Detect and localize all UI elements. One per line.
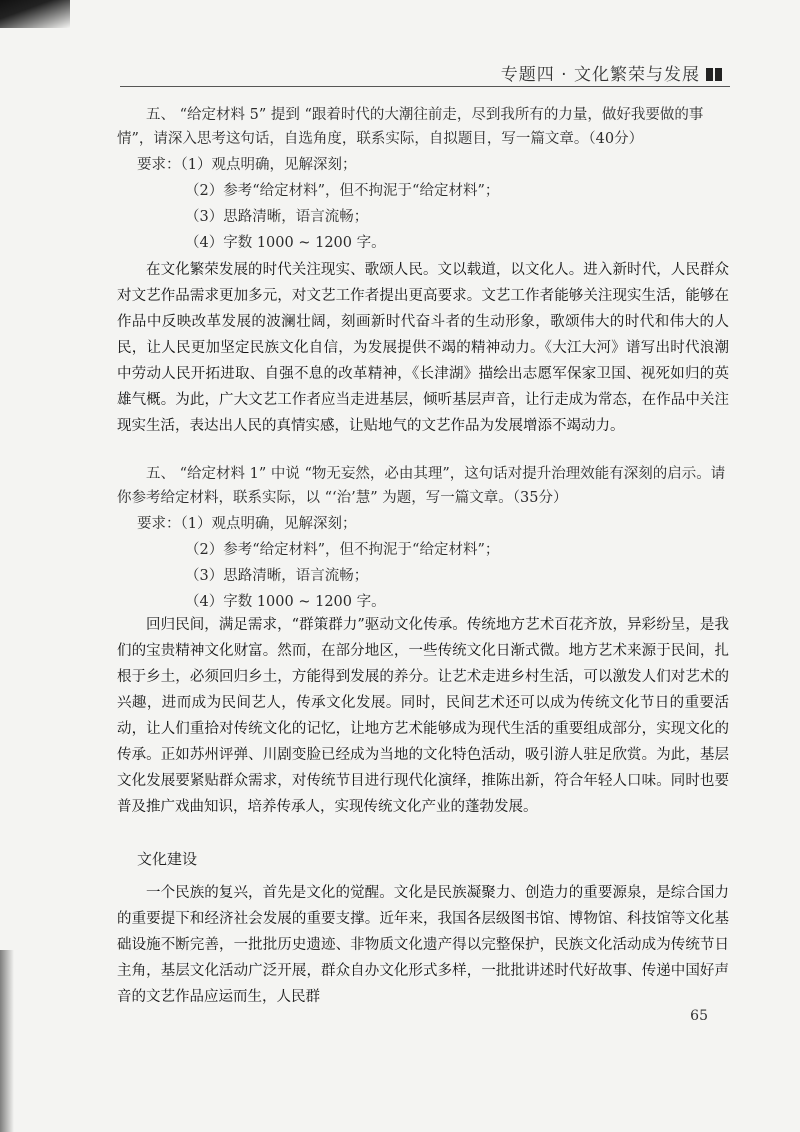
header-rule — [120, 86, 730, 87]
answer-text: 回归民间，满足需求，“群策群力”驱动文化传承。传统地方艺术百花齐放，异彩纷呈，是我们的宝贵精神文化财富。然而，在部分地区，一些传统文化日渐式微。地方艺术来源于民间，扎根于乡土，必须回归乡土，方能得到发展的养分。让艺术走进乡村生活，可以激发人们对艺术的兴趣，进而成为民间艺人，传承文化发展。同时，民间艺术还可以成为传统文化节日的重要活动，让人们重拾对传统文化的记忆，让地方艺术能够成为现代生活的重要组成部分，实现文化的传承。正如苏州评弹、川剧变脸已经成为当地的文化特色活动，吸引游人驻足欣赏。为此，基层文化发展要紧贴群众需求，对传统节目进行现代化演绎，推陈出新，符合年轻人口味。同时也要普及推广戏曲知识，培养传承人，实现传统文化产业的蓬勃发展。 — [117, 617, 729, 815]
page-number: 65 — [690, 1008, 708, 1024]
question-text: 五、 “给定材料 1” 中说 “物无妄然，必由其理”，这句话对提升治理效能有深刻的启示。请你参考给定材料，联系实际，以 “‘治’慧” 为题，写一篇文章。（35分） — [117, 466, 726, 506]
requirement-item: （4）字数 1000 ~ 1200 字。 — [185, 235, 386, 251]
requirements-label: 要求： — [137, 157, 181, 173]
scan-edge-shadow — [0, 950, 14, 1132]
requirement-text: （1）观点明确，见解深刻； — [180, 516, 357, 532]
body-paragraph — [117, 880, 729, 1010]
requirement-item: （2）参考“给定材料”，但不拘泥于“给定材料”； — [185, 183, 500, 199]
requirement-item: （3）思路清晰，语言流畅； — [185, 209, 369, 225]
requirement-item: （2）参考“给定材料”，但不拘泥于“给定材料”； — [185, 542, 500, 558]
body-text: 一个民族的复兴，首先是文化的觉醒。文化是民族凝聚力、创造力的重要源泉，是综合国力的重要提下和经济社会发展的重要支撑。近年来，我国各层级图书馆、博物馆、科技馆等文化基础设施不断完善，一批批历史遗迹、非物质文化遗产得以完整保护，民族文化活动成为传统节日主角，基层文化活动广泛开展，群众自办文化形式多样，一批批讲述时代好故事、传递中国好声音的文艺作品应运而生，人民群 — [117, 885, 729, 1005]
question-block-1 — [117, 103, 729, 151]
running-head — [501, 60, 722, 85]
requirements-1 — [117, 152, 729, 256]
question-text: 五、 “给定材料 5” 提到 “跟着时代的大潮往前走，尽到我所有的力量，做好我要做的事情”，请深入思考这句话，自选角度，联系实际，自拟题目，写一篇文章。（40分） — [117, 107, 704, 147]
answer-paragraph-1 — [117, 257, 729, 439]
requirement-item: （4）字数 1000 ~ 1200 字。 — [185, 594, 386, 610]
requirements-2 — [117, 511, 729, 615]
requirement-item — [117, 511, 729, 537]
section-title: 文化建设 — [137, 850, 198, 868]
scan-corner-shadow — [0, 0, 70, 28]
section-heading-block — [117, 848, 729, 869]
answer-paragraph-2 — [117, 612, 729, 820]
requirement-text: （1）观点明确，见解深刻； — [180, 157, 357, 173]
requirements-label: 要求： — [137, 516, 181, 532]
book-icon — [706, 68, 722, 81]
requirement-item: （3）思路清晰，语言流畅； — [185, 568, 369, 584]
answer-text: 在文化繁荣发展的时代关注现实、歌颂人民。文以载道，以文化人。进入新时代，人民群众对文艺作品需求更加多元，对文艺工作者提出更高要求。文艺工作者能够关注现实生活，能够在作品中反映改革发展的波澜壮阔，刻画新时代奋斗者的生动形象，歌颂伟大的时代和伟大的人民，让人民更加坚定民族文化自信，为发展提供不竭的精神动力。《大江大河》谱写出时代浪潮中劳动人民开拓进取、自强不息的改革精神，《长津湖》描绘出志愿军保家卫国、视死如归的英雄气概。为此，广大文艺工作者应当走进基层，倾听基层声音，让行走成为常态，在作品中关注现实生活，表达出人民的真情实感，让贴地气的文艺作品为发展增添不竭动力。 — [117, 262, 729, 434]
running-head-text: 专题四 · 文化繁荣与发展 — [500, 65, 700, 85]
question-block-2 — [117, 462, 729, 510]
requirement-item — [117, 152, 729, 178]
